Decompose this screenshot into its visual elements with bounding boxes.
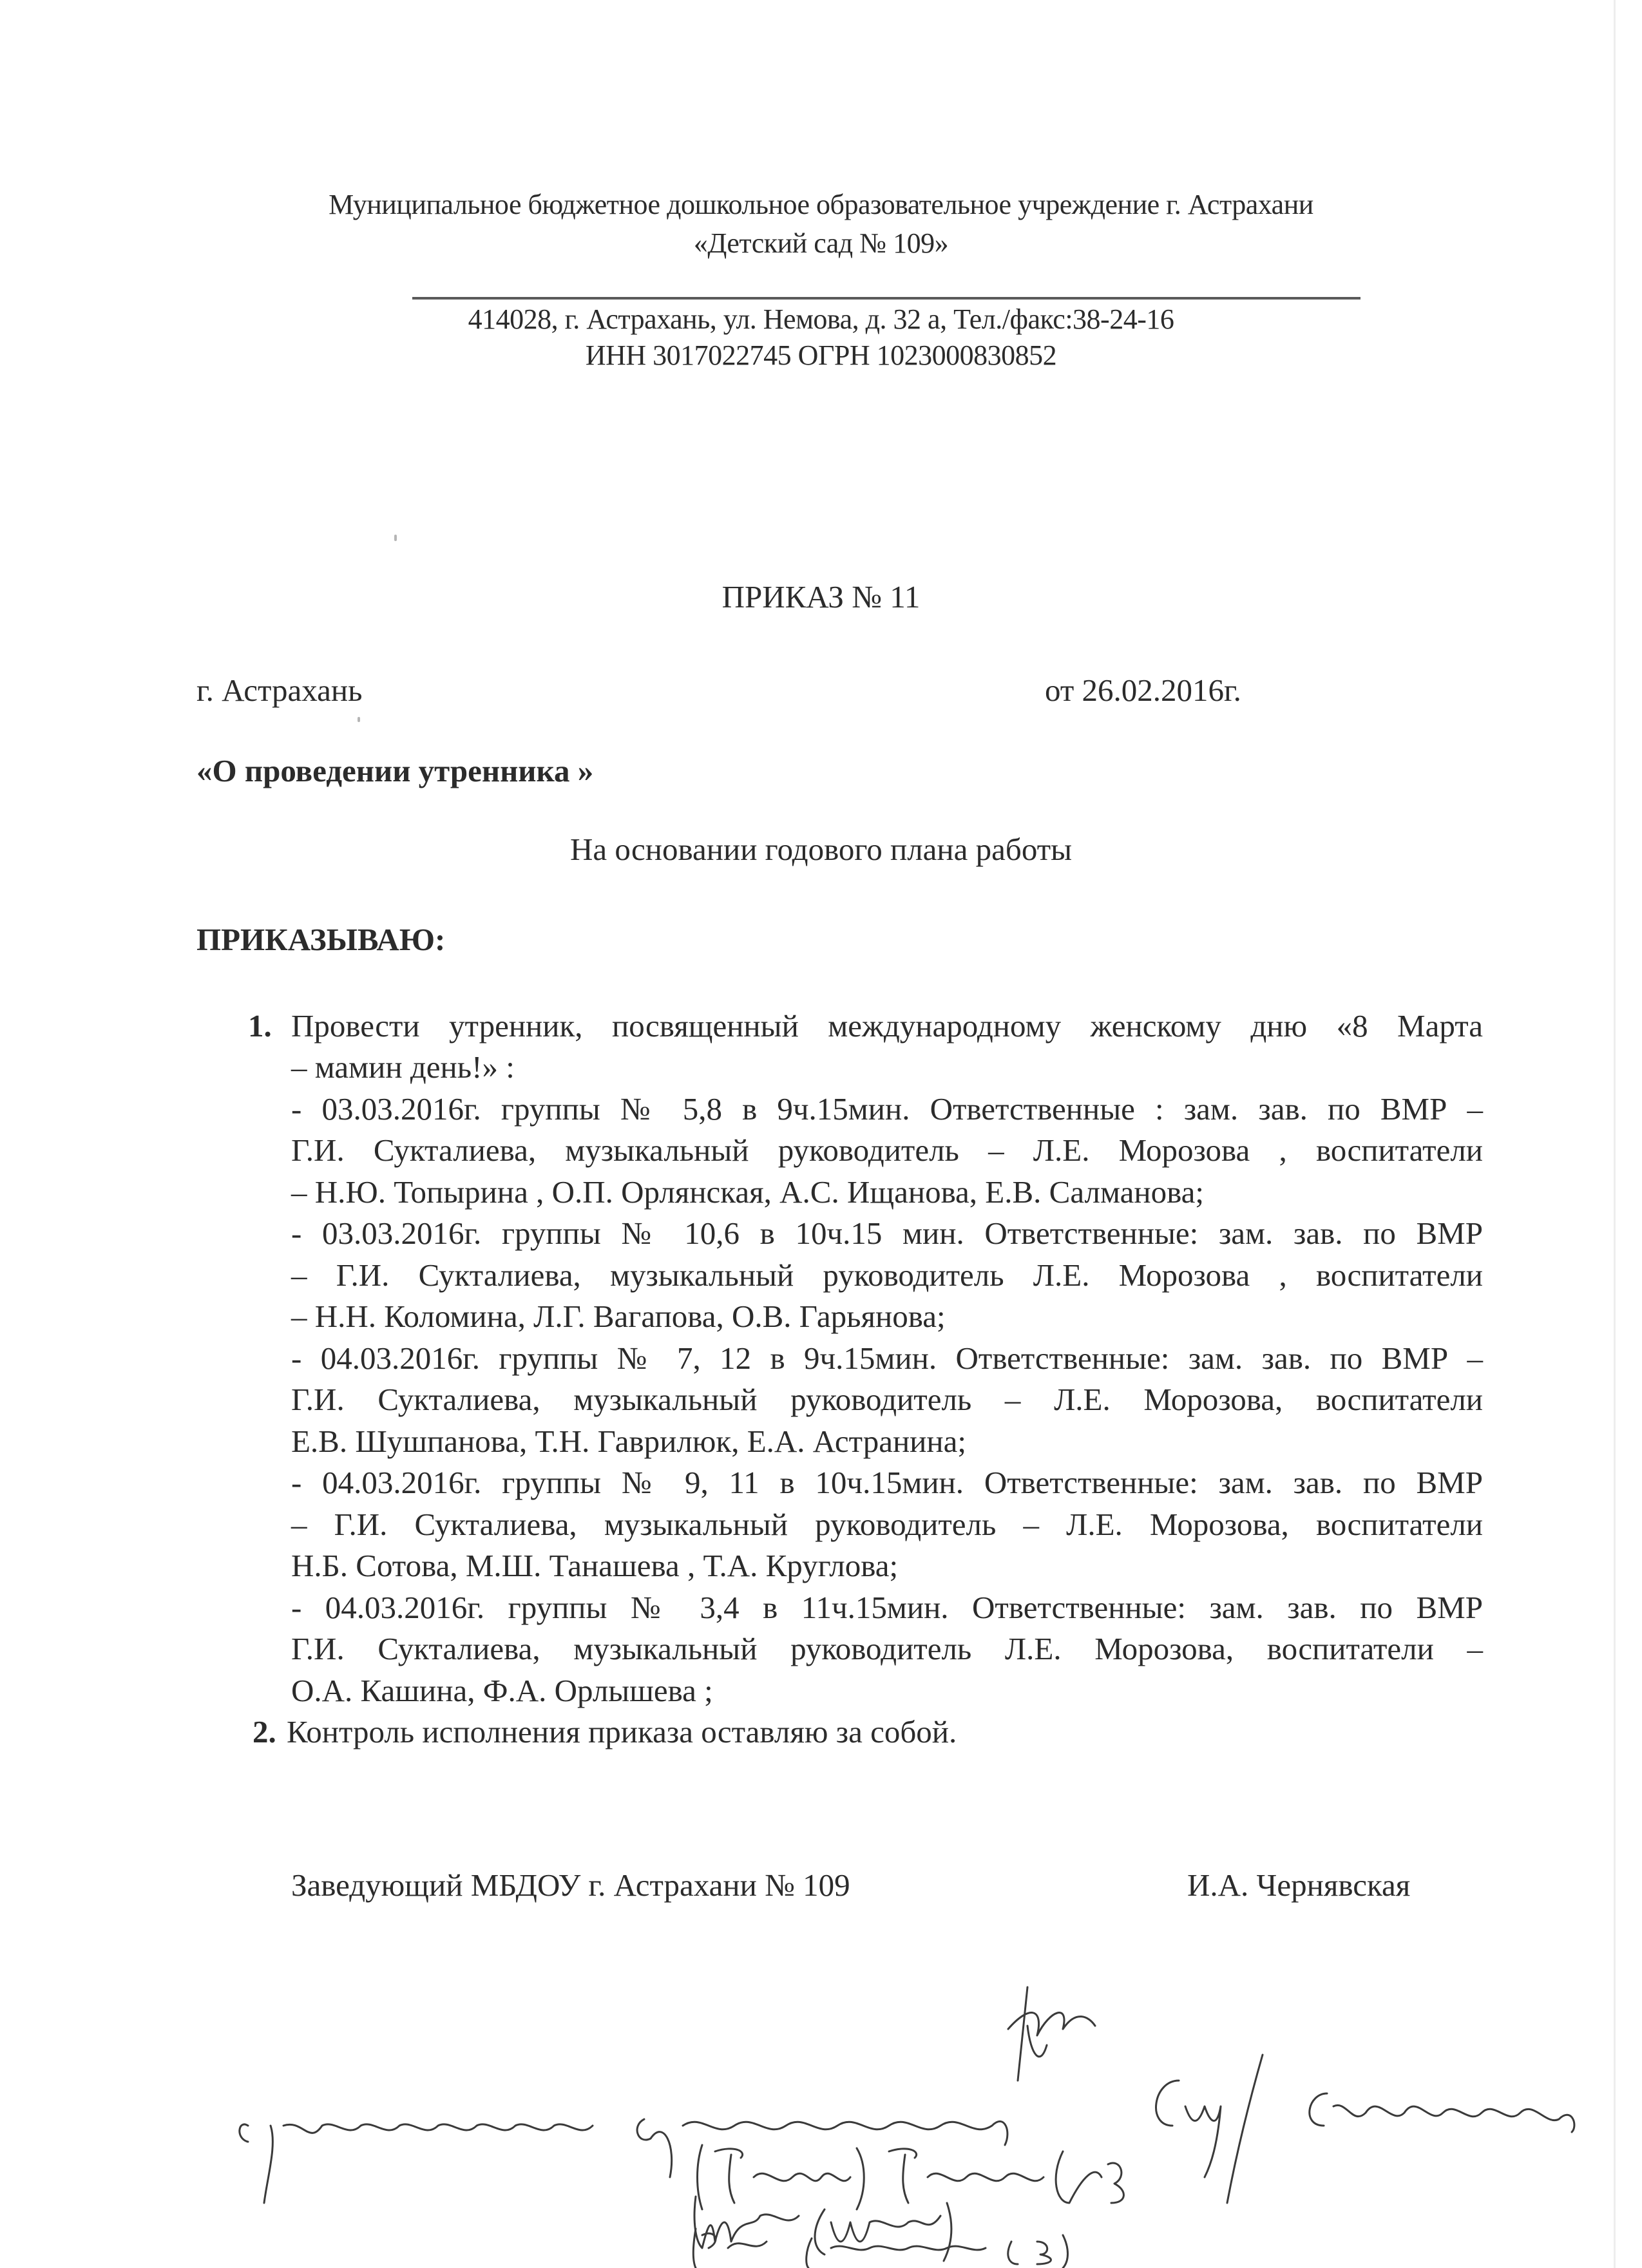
acknowledgement-handwriting (1310, 2093, 1574, 2132)
item-1-line: - 04.03.2016г. группы № 7, 12 в 9ч.15мин. Ответственные: зам. зав. по ВМР – (291, 1340, 1483, 1376)
order-date: от 26.02.2016г. (1045, 672, 1241, 708)
org-name-line2: «Детский сад № 109» (693, 227, 949, 259)
item-1-line: Г.И. Сукталиева, музыкальный руководитель – Л.Е. Морозова, воспитатели (291, 1382, 1483, 1417)
item-1-line: Е.В. Шушпанова, Т.Н. Гаврилюк, Е.А. Астранина; (291, 1424, 966, 1459)
org-name-line1: Муниципальное бюджетное дошкольное образовательное учреждение г. Астрахани (329, 189, 1313, 220)
order-basis: На основании годового плана работы (569, 832, 1073, 867)
item-number: 1. (248, 1008, 272, 1043)
director-signature (1008, 1987, 1095, 2081)
item-1-line: - 04.03.2016г. группы № 3,4 в 11ч.15мин. Ответственные: зам. зав. по ВМР (291, 1590, 1483, 1625)
item-1-line: - 04.03.2016г. группы № 9, 11 в 10ч.15мин. Ответственные: зам. зав. по ВМР (291, 1465, 1483, 1500)
item-1-line: Провести утренник, посвященный международному женскому дню «8 Марта (291, 1008, 1483, 1043)
signatory-name: И.А. Чернявская (1187, 1867, 1411, 1903)
acknowledgement-handwriting (240, 2124, 593, 2203)
letterhead-divider (412, 297, 1360, 300)
order-title: ПРИКАЗ № 11 (721, 579, 921, 615)
scan-speck (394, 535, 397, 541)
org-address: 414028, г. Астрахань, ул. Немова, д. 32 а, Тел./факс:38-24-16 (468, 303, 1174, 335)
acknowledgement-handwriting (698, 2145, 864, 2209)
item-1-line: - 03.03.2016г. группы № 5,8 в 9ч.15мин. Ответственные : зам. зав. по ВМР – (291, 1091, 1483, 1127)
acknowledgement-handwriting (1156, 2055, 1263, 2203)
acknowledgement-handwriting (694, 2197, 951, 2261)
item-1-line: - 03.03.2016г. группы № 10,6 в 10ч.15 мин. Ответственные: зам. зав. по ВМР (291, 1215, 1483, 1251)
org-ids: ИНН 3017022745 ОГРН 1023000830852 (585, 339, 1057, 371)
acknowledgement-handwriting (637, 2119, 1007, 2177)
item-1-line: – Н.Ю. Топырина , О.П. Орлянская, А.С. Ищанова, Е.В. Салманова; (291, 1174, 1204, 1210)
order-city: г. Астрахань (196, 672, 363, 708)
acknowledgement-handwriting (693, 2229, 1067, 2268)
order-directive: ПРИКАЗЫВАЮ: (196, 922, 446, 957)
order-subject: «О проведении утренника » (196, 753, 594, 788)
acknowledgement-handwriting (889, 2149, 1123, 2203)
item-1-line: Г.И. Сукталиева, музыкальный руководитель – Л.Е. Морозова , воспитатели (291, 1132, 1483, 1168)
item-1-line: – Г.И. Сукталиева, музыкальный руководитель Л.Е. Морозова , воспитатели (291, 1257, 1483, 1293)
signatory-position: Заведующий МБДОУ г. Астрахани № 109 (291, 1867, 850, 1903)
item-1-line: Н.Б. Сотова, М.Ш. Танашева , Т.А. Круглова; (291, 1548, 899, 1583)
item-number: 2. (253, 1714, 276, 1749)
item-1-line: О.А. Кашина, Ф.А. Орлышева ; (291, 1673, 713, 1708)
item-1-line: Г.И. Сукталиева, музыкальный руководитель Л.Е. Морозова, воспитатели – (291, 1631, 1483, 1666)
item-1-line: – Н.Н. Коломина, Л.Г. Вагапова, О.В. Гарьянова; (291, 1299, 946, 1334)
item-2-line: Контроль исполнения приказа оставляю за собой. (287, 1714, 957, 1749)
scan-speck (358, 717, 360, 722)
item-1-line: – мамин день!» : (291, 1049, 515, 1085)
item-1-line: – Г.И. Сукталиева, музыкальный руководитель – Л.Е. Морозова, воспитатели (291, 1507, 1483, 1542)
